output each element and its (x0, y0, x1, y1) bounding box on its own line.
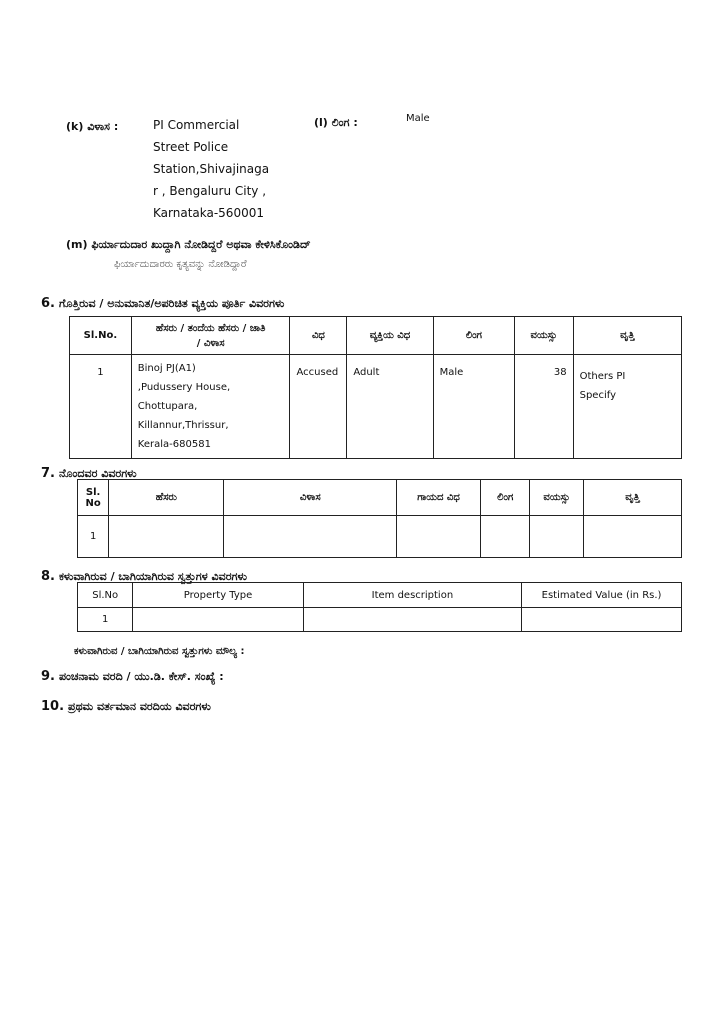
col-gender: ಲಿಂಗ (480, 480, 529, 516)
gender-value: Male (406, 113, 430, 124)
section-10-heading (41, 695, 211, 714)
cell-slno: 1 (78, 608, 133, 632)
col-address: ವಿಳಾಸ (224, 480, 397, 516)
address-line: r , Bengaluru City , (153, 184, 267, 198)
section-number: 10. (41, 699, 65, 714)
cell-occupation (573, 355, 681, 459)
cell-injury-type (397, 516, 481, 558)
cell-gender (480, 516, 529, 558)
name-line: Kerala-680581 (137, 439, 211, 450)
cell-age: 38 (515, 355, 574, 459)
col-slno (78, 480, 109, 516)
table-row (78, 608, 682, 632)
col-name-line1: ಹೆಸರು / ತಂದೆಯ ಹೆಸರು / ಜಾತಿ (155, 322, 266, 334)
section-6-heading (41, 292, 284, 311)
section-title: ಗೊತ್ತಿರುವ / ಅನುಮಾನಿತ/ಅಪರಿಚಿತ ವ್ಯಕ್ತಿಯ ಪೂರ್ತಿ ವಿವರಗಳು (58, 297, 285, 310)
col-slno: Sl.No. (70, 317, 132, 355)
witness-value: ಫಿರ್ಯಾದುದಾರರು ಕೃತ್ಯವನ್ನು ನೋಡಿದ್ದಾರೆ (114, 259, 247, 270)
cell-age (530, 516, 584, 558)
col-gender: ಲಿಂಗ (433, 317, 514, 355)
col-property-type: Property Type (133, 583, 303, 608)
col-slno-line1: Sl. (85, 486, 101, 498)
cell-type: Accused (290, 355, 347, 459)
name-line: Binoj PJ(A1) (137, 363, 196, 374)
cell-name (109, 516, 224, 558)
cell-occupation (583, 516, 681, 558)
cell-slno: 1 (70, 355, 132, 459)
col-occupation: ವೃತ್ತಿ (583, 480, 681, 516)
col-slno: Sl.No (78, 583, 133, 608)
occupation-line: Specify (579, 390, 616, 401)
col-item-description: Item description (303, 583, 521, 608)
address-line: Karnataka-560001 (153, 206, 264, 220)
section-title: ಪಂಚನಾಮ ವರದಿ / ಯು.ಡಿ. ಕೇಸ್. ಸಂಖ್ಯೆ : (58, 670, 224, 683)
cell-item-description (303, 608, 521, 632)
section-number: 6. (41, 296, 55, 311)
col-name-line2: / ವಿಳಾಸ (196, 337, 225, 349)
section-number: 9. (41, 669, 55, 684)
table-row (70, 355, 682, 459)
col-injury-type: ಗಾಯದ ವಿಧ (397, 480, 481, 516)
victim-table (77, 479, 682, 558)
col-estimated-value: Estimated Value (in Rs.) (522, 583, 682, 608)
col-age: ವಯಸ್ಸು (530, 480, 584, 516)
cell-name-address (131, 355, 290, 459)
cell-estimated-value (522, 608, 682, 632)
section-9-heading (41, 665, 224, 684)
address-line: PI Commercial (153, 118, 240, 132)
col-slno-line2: No (85, 497, 101, 509)
address-line: Street Police (153, 140, 229, 154)
cell-slno: 1 (78, 516, 109, 558)
section-number: 7. (41, 466, 55, 481)
col-age: ವಯಸ್ಸು (515, 317, 574, 355)
witness-label: (m) ಫಿರ್ಯಾದುದಾರ ಖುದ್ದಾಗಿ ನೋಡಿದ್ದರೆ ಅಥವಾ ಕೇಳಿಸಿಕೊಂಡಿದ್ (66, 238, 311, 251)
name-line: Killannur,Thrissur, (137, 420, 229, 431)
col-occupation: ವೃತ್ತಿ (573, 317, 681, 355)
gender-label: (l) ಲಿಂಗ : (314, 116, 358, 129)
section-title: ಕಳುವಾಗಿರುವ / ಬಾಗಿಯಾಗಿರುವ ಸ್ವತ್ತುಗಳ ವಿವರಗಳು (58, 570, 247, 583)
col-name-address (131, 317, 290, 355)
col-name: ಹೆಸರು (109, 480, 224, 516)
address-value (153, 114, 273, 224)
cell-property-type (133, 608, 303, 632)
cell-address (224, 516, 397, 558)
col-type: ವಿಧ (290, 317, 347, 355)
property-table (77, 582, 682, 632)
table-header-row (78, 480, 682, 516)
cell-gender: Male (433, 355, 514, 459)
cell-person-type: Adult (347, 355, 433, 459)
section-title: ನೊಂದವರ ವಿವರಗಳು (58, 467, 137, 480)
occupation-line: Others PI (579, 371, 626, 382)
section-number: 8. (41, 569, 55, 584)
section-title: ಪ್ರಥಮ ವರ್ತಮಾನ ವರದಿಯ ವಿವರಗಳು (68, 700, 211, 713)
address-line: Station,Shivajinaga (153, 162, 270, 176)
address-label: (k) ವಿಳಾಸ : (66, 120, 119, 133)
property-value-label: ಕಳುವಾಗಿರುವ / ಬಾಗಿಯಾಗಿರುವ ಸ್ವತ್ತುಗಳು ಮೌಲ್ಯ : (74, 646, 245, 657)
name-line: ,Pudussery House, (137, 382, 231, 393)
table-header-row (70, 317, 682, 355)
table-header-row (78, 583, 682, 608)
name-line: Chottupara, (137, 401, 198, 412)
accused-table (69, 316, 682, 459)
table-row (78, 516, 682, 558)
col-person-type: ವ್ಯಕ್ತಿಯ ವಿಧ (347, 317, 433, 355)
